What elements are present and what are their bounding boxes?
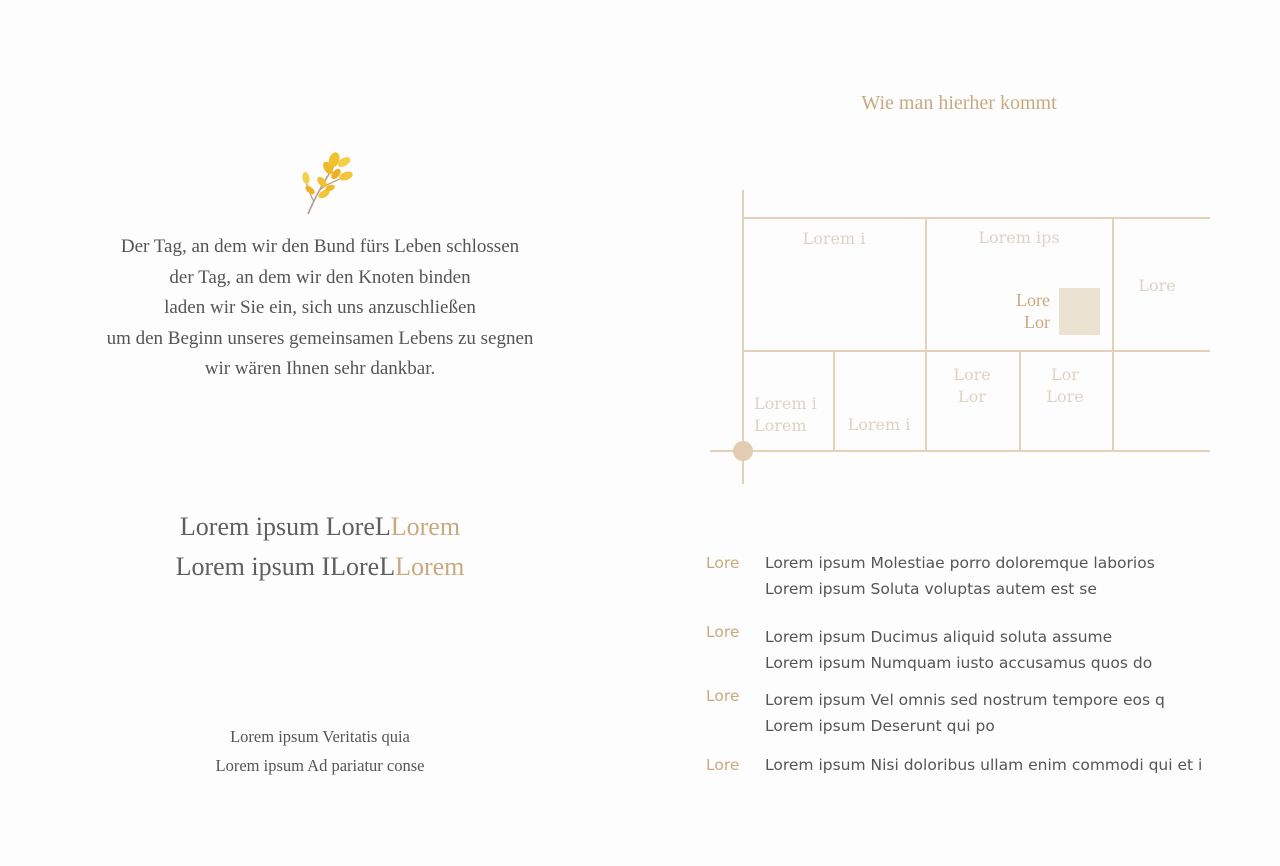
invitation-line: der Tag, an dem wir den Knoten binden bbox=[169, 266, 471, 288]
map-label: Lor bbox=[958, 387, 986, 406]
footer-line: Lorem ipsum Veritatis quia bbox=[230, 727, 410, 746]
map-label: Lorem i bbox=[802, 229, 866, 248]
schedule-time: Lore bbox=[706, 687, 740, 705]
name-line-1 bbox=[40, 507, 600, 547]
couple-names bbox=[40, 507, 600, 587]
leaf-branch-icon bbox=[300, 148, 356, 218]
invitation-line: laden wir Sie ein, sich uns anzuschließen bbox=[164, 297, 476, 318]
name-main: Lorem ipsum LoreL bbox=[179, 512, 391, 541]
name-accent: Lorem bbox=[390, 512, 461, 541]
invitation-line: wir wären Ihnen sehr dankbar. bbox=[204, 358, 436, 379]
directions-panel bbox=[640, 0, 1280, 866]
map-label: Lorem i bbox=[754, 394, 817, 413]
venue-label: Lor bbox=[1024, 312, 1050, 332]
venue-marker bbox=[1059, 288, 1100, 335]
schedule-text: Lorem ipsum Nisi doloribus ullam enim commodi qui et i bbox=[765, 756, 1203, 774]
schedule-text: Lorem ipsum Molestiae porro doloremque laborios Lorem ipsum Soluta voluptas autem est se bbox=[765, 554, 1155, 598]
map-label: Lore bbox=[953, 365, 991, 384]
map-label: Lore bbox=[1138, 276, 1176, 295]
name-accent: Lorem bbox=[395, 552, 465, 581]
location-map bbox=[640, 0, 1280, 500]
invitation-text bbox=[40, 232, 600, 385]
location-pin-icon bbox=[733, 441, 753, 461]
schedule-text: Lorem ipsum Ducimus aliquid soluta assume Lorem ipsum Numquam iusto accusamus quos do bbox=[765, 628, 1153, 672]
schedule-time: Lore bbox=[706, 623, 740, 641]
footer-text bbox=[40, 722, 600, 780]
footer-line: Lorem ipsum Ad pariatur conse bbox=[215, 756, 425, 775]
name-main: Lorem ipsum ILoreL bbox=[175, 552, 396, 581]
map-label: Lorem i bbox=[847, 415, 911, 434]
venue-label: Lore bbox=[1016, 290, 1050, 310]
map-label: Lorem bbox=[754, 416, 807, 435]
map-title: Wie man hierher kommt bbox=[861, 92, 1057, 114]
schedule-time: Lore bbox=[706, 554, 740, 572]
map-label: Lor bbox=[1051, 365, 1079, 384]
name-line-2 bbox=[40, 547, 600, 587]
map-label: Lore bbox=[1046, 387, 1084, 406]
map-label: Lorem ips bbox=[978, 228, 1060, 247]
invitation-line: um den Beginn unseres gemeinsamen Lebens zu segnen bbox=[106, 327, 534, 349]
schedule-time: Lore bbox=[706, 756, 740, 774]
invitation-line: Der Tag, an dem wir den Bund fürs Leben schlossen bbox=[120, 236, 520, 257]
schedule-text: Lorem ipsum Vel omnis sed nostrum tempore eos q Lorem ipsum Deserunt qui po bbox=[765, 691, 1165, 735]
